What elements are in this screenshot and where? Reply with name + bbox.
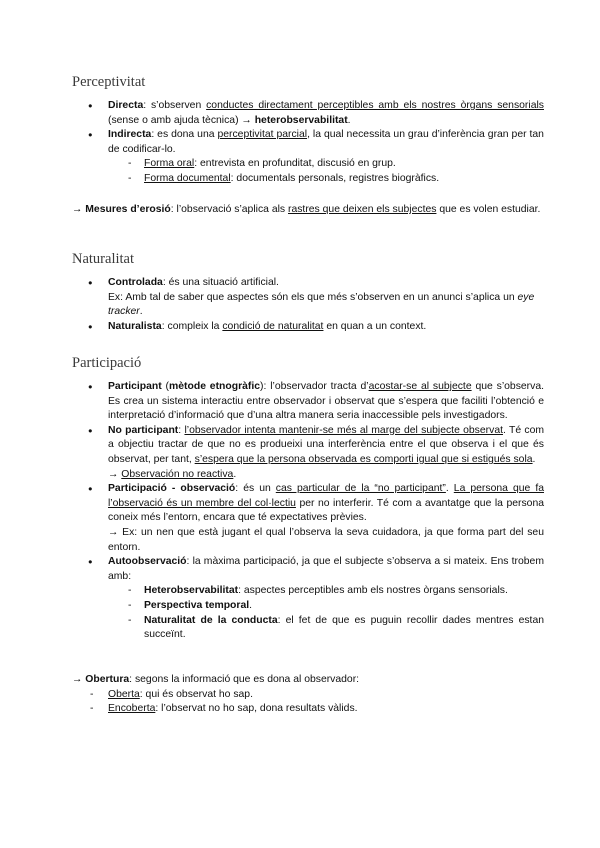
heading-naturalitat: Naturalitat bbox=[72, 251, 135, 267]
text: : es dona una bbox=[151, 129, 218, 141]
list-item-participant bbox=[72, 380, 544, 424]
list-item-indirecta bbox=[72, 128, 544, 157]
text: : s’observen bbox=[143, 100, 207, 111]
text: : és un bbox=[235, 483, 276, 495]
sub-item-perspectiva-temporal bbox=[72, 599, 544, 614]
text: en quan a un context. bbox=[323, 320, 427, 332]
text: . bbox=[532, 453, 536, 465]
underlined-text: La persona que fa l’observació és un membre del col·lectiu bbox=[108, 483, 544, 509]
sub-item-naturalitat-conducta bbox=[72, 614, 544, 643]
sub-item-encoberta bbox=[72, 702, 544, 717]
term-no-participant: No participant bbox=[108, 424, 179, 436]
sub-item-forma-documental bbox=[72, 172, 544, 187]
text: (sense o amb ajuda tècnica) → bbox=[108, 114, 255, 126]
text: ): l’observador tracta d’ bbox=[260, 381, 369, 392]
heading-participacio: Participació bbox=[72, 355, 142, 371]
list-item-directa bbox=[72, 99, 544, 128]
underlined-text: Forma documental bbox=[144, 172, 231, 184]
perceptivitat-list bbox=[72, 99, 544, 187]
arrow: → bbox=[72, 204, 86, 215]
text: . bbox=[139, 306, 143, 318]
text: ( bbox=[161, 381, 170, 392]
underlined-text: rastres que deixen els subjectes bbox=[288, 204, 437, 215]
text: . bbox=[347, 114, 351, 126]
list-item-participacio-observacio bbox=[72, 482, 544, 555]
term-controlada: Controlada bbox=[108, 277, 163, 288]
text: . bbox=[233, 468, 237, 480]
term-participant: Participant bbox=[108, 381, 162, 392]
bold-text: Perspectiva temporal bbox=[144, 599, 250, 611]
bold-text: Heterobservabilitat bbox=[144, 585, 239, 597]
text: que es volen estudiar. bbox=[436, 204, 541, 215]
participacio-list bbox=[72, 380, 544, 643]
sub-item-heterobservabilitat bbox=[72, 584, 544, 599]
text: . Té com a objectiu tractar de que no es produeixi una interferència entre el que observa i el que és observat, per tant, bbox=[108, 424, 545, 465]
text: : la màxima participació, ja que el subjecte s’observa a si mateix. Ens trobem amb: bbox=[108, 556, 544, 582]
text: : l’observat no ho sap, dona resultats vàlids. bbox=[155, 703, 358, 715]
text: : és una situació artificial. bbox=[162, 277, 279, 288]
text: : segons la informació que es dona al observador: bbox=[129, 674, 360, 685]
italic-text: eye tracker bbox=[108, 291, 535, 318]
text: : aspectes perceptibles amb els nostres òrgans sensorials. bbox=[238, 585, 508, 597]
underlined-text: conductes directament perceptibles amb els nostres òrgans sensorials bbox=[206, 100, 544, 111]
list-item-no-participant bbox=[72, 424, 544, 482]
text: per no interferir. Té com a avantatge que la persona coneix més l’entorn, encara que té expectatives prèvies. bbox=[108, 497, 545, 524]
underlined-text: perceptivitat parcial bbox=[217, 129, 308, 141]
bold-text: heterobservabilitat bbox=[254, 114, 348, 126]
text: . bbox=[249, 599, 252, 611]
bold-text: Naturalitat de la conducta bbox=[144, 614, 278, 626]
sub-item-oberta bbox=[72, 688, 544, 703]
arrow: → bbox=[72, 674, 86, 685]
list-item-naturalista bbox=[72, 320, 544, 335]
text: : entrevista en profunditat, discusió en grup. bbox=[194, 158, 396, 170]
term-directa: Directa bbox=[108, 100, 144, 111]
text: : qui és observat ho sap. bbox=[139, 688, 253, 700]
paragraph-mesures-erosio bbox=[72, 203, 544, 218]
text: : bbox=[178, 424, 185, 436]
naturalitat-list bbox=[72, 276, 544, 334]
term-indirecta: Indirecta bbox=[108, 129, 152, 141]
text: : compleix la bbox=[161, 320, 223, 332]
term-participacio-observacio: Participació - observació bbox=[108, 483, 236, 495]
text: , la qual necessita un grau d’inferència gran per tan de codificar-lo. bbox=[108, 129, 544, 155]
heading-perceptivitat: Perceptivitat bbox=[72, 74, 146, 90]
term-naturalista: Naturalista bbox=[108, 320, 162, 332]
underlined-text: l’observador intenta mantenir-se més al marge del subjecte observat bbox=[184, 424, 503, 436]
term-mesures-erosio: Mesures d’erosió bbox=[85, 204, 171, 215]
underlined-text: acostar-se al subjecte bbox=[368, 381, 472, 392]
list-item-controlada bbox=[72, 276, 544, 320]
underlined-text: Forma oral bbox=[144, 158, 195, 170]
text: . bbox=[445, 483, 454, 495]
obertura-line bbox=[72, 673, 544, 688]
term-obertura: Obertura bbox=[85, 674, 130, 685]
paragraph-obertura bbox=[72, 673, 544, 717]
text: que s’observa. Es crea un sistema interactiu entre observador i observat que s’espera que faciliti l’obtenció e interpretació d’informació que d’una altra manera seria inaccessible pels investigadors. bbox=[108, 381, 544, 422]
text: : el fet de que es puguin recollir dades mentres estan succeïnt. bbox=[144, 614, 544, 641]
text: : documentals personals, registres biogràfics. bbox=[230, 172, 440, 184]
sub-item-forma-oral bbox=[72, 157, 544, 172]
underlined-text: Oberta bbox=[108, 688, 140, 700]
text: : l’observació s’aplica als bbox=[170, 204, 288, 215]
underlined-text: Observación no reactiva bbox=[121, 468, 234, 480]
term-autoobservacio: Autoobservació bbox=[108, 556, 187, 568]
list-item-autoobservacio bbox=[72, 555, 544, 584]
underlined-text: s’espera que la persona observada es comporti igual que si estigués sola bbox=[194, 453, 533, 465]
text: → Ex: un nen que està jugant el qual l’observa la seva cuidadora, ja que forma part del seu entorn. bbox=[108, 526, 544, 553]
arrow: → bbox=[108, 468, 122, 480]
underlined-text: condició de naturalitat bbox=[222, 320, 324, 332]
text: Ex: Amb tal de saber que aspectes són els que més s’observen en un anunci s’aplica un bbox=[108, 291, 518, 303]
bold-text: mètode etnogràfic bbox=[169, 381, 261, 392]
underlined-text: Encoberta bbox=[108, 703, 156, 715]
underlined-text: cas particular de la “no participant” bbox=[275, 483, 446, 495]
